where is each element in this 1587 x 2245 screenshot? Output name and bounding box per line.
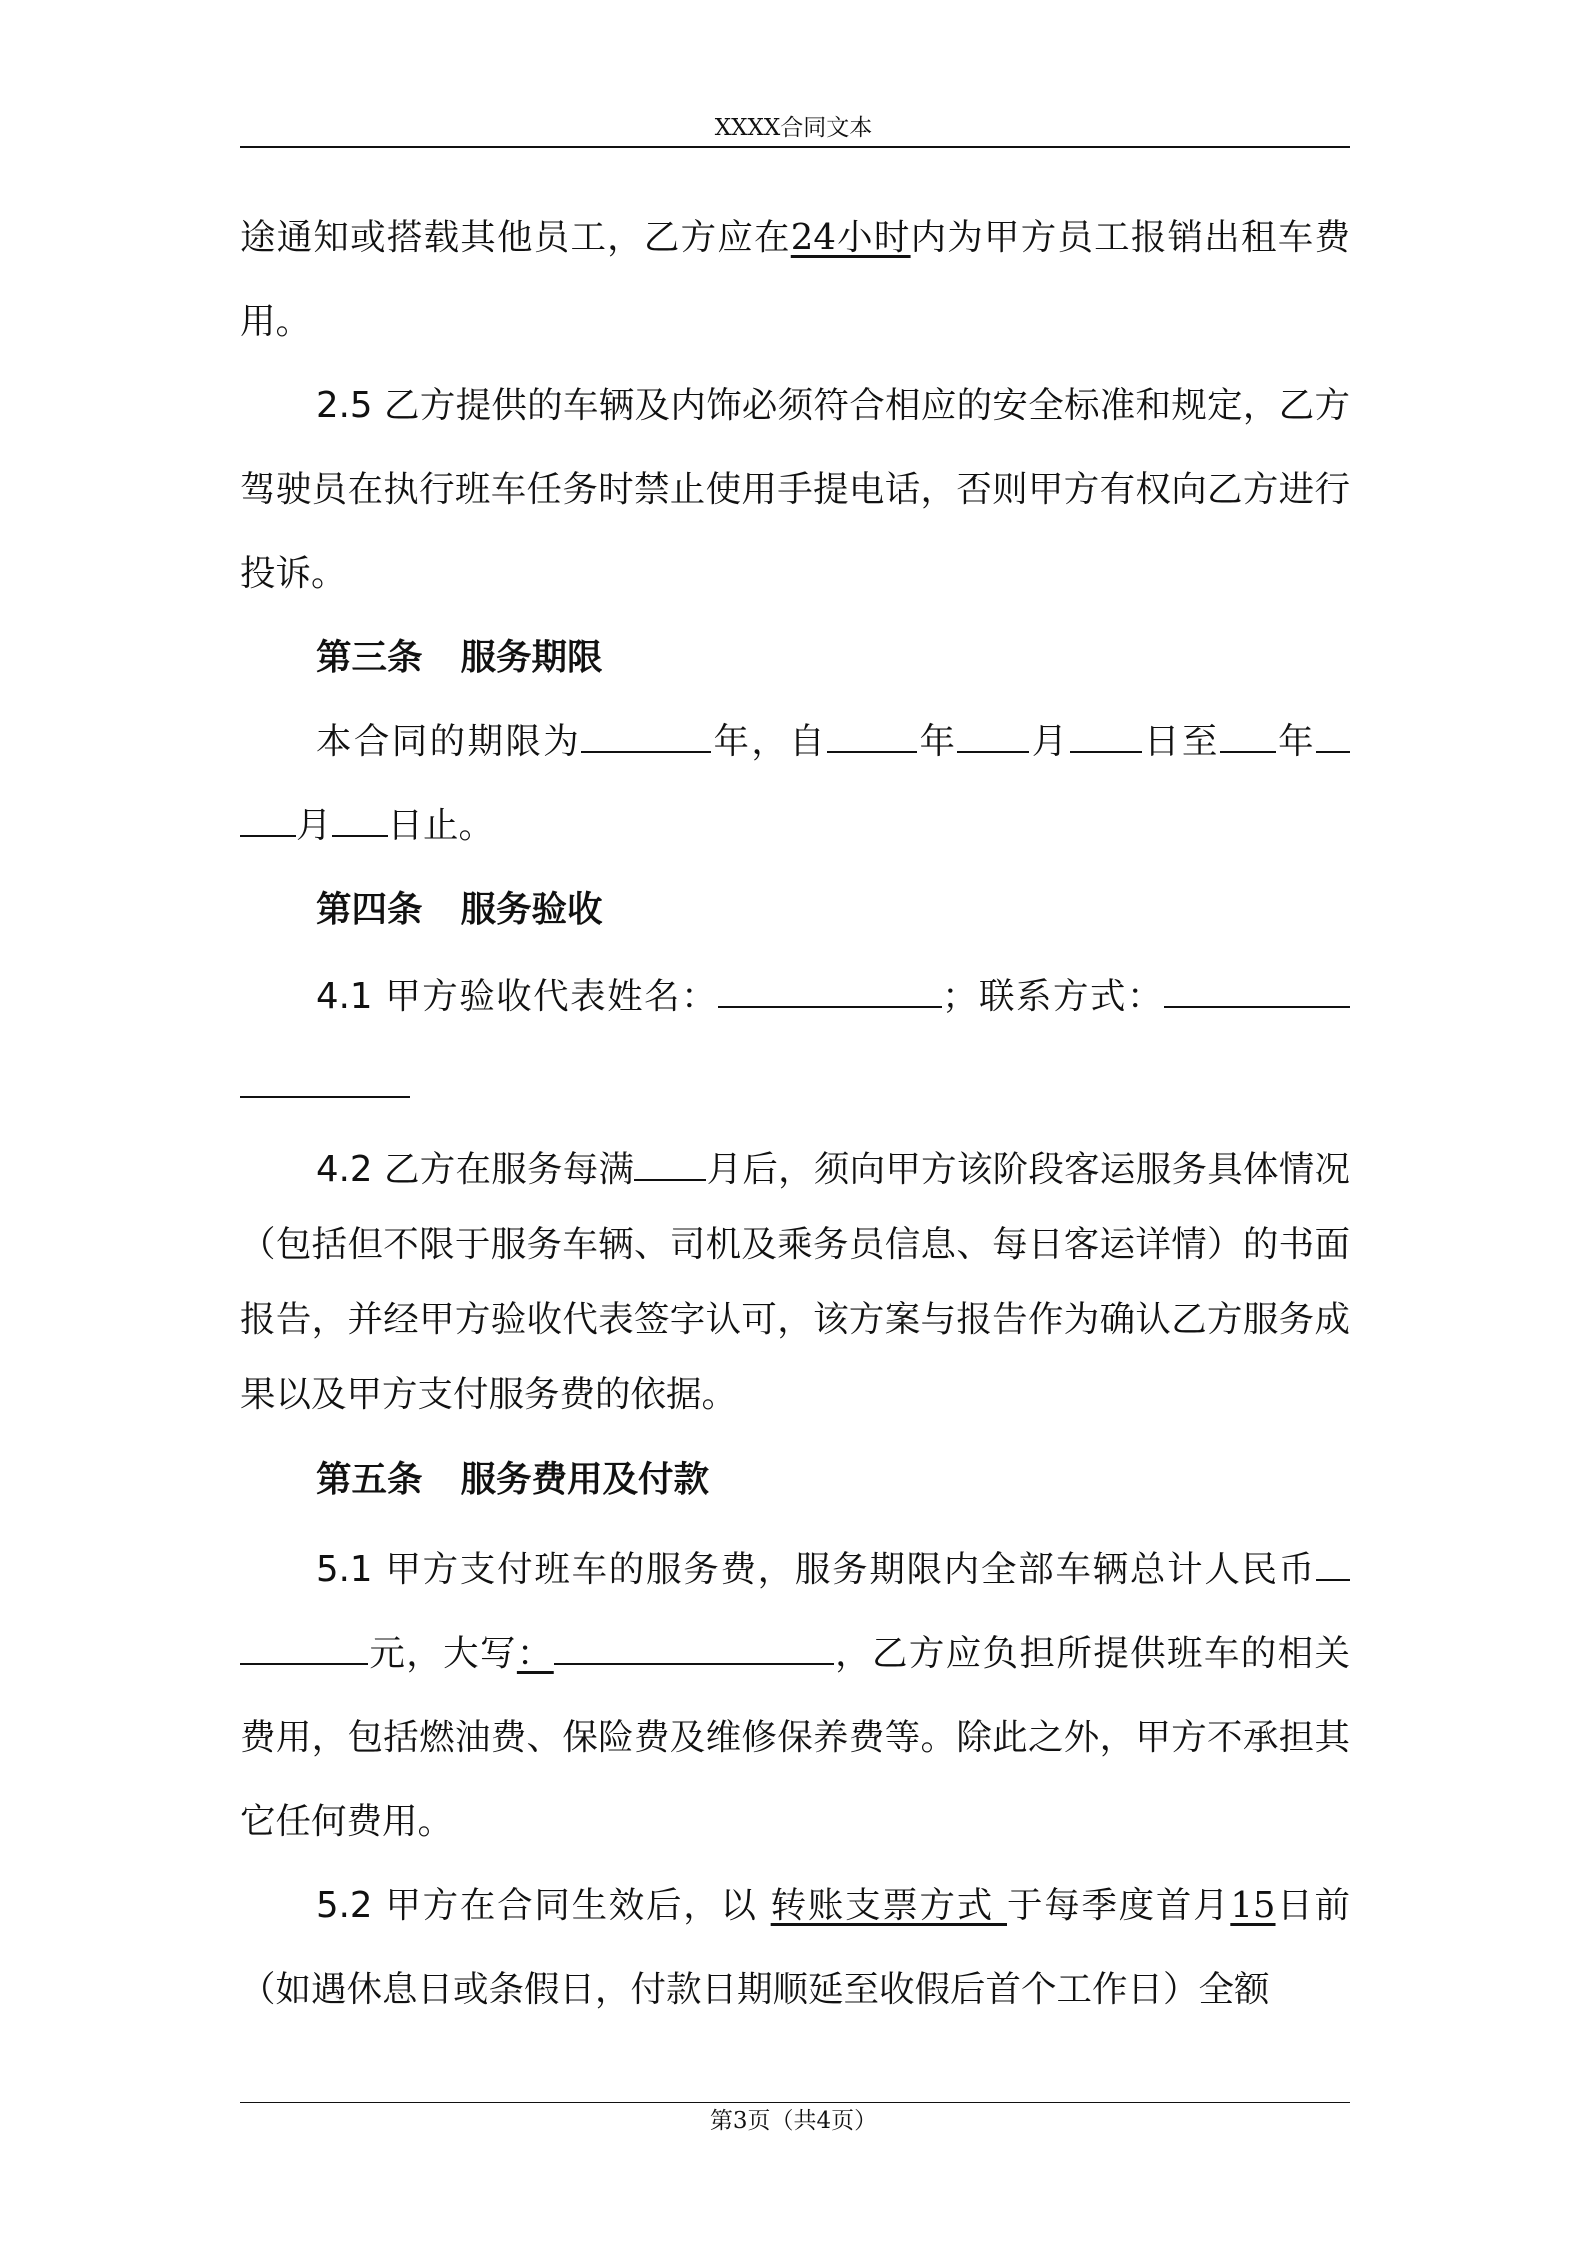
paragraph-service-term: 本合同的期限为 年，自 年 月 日至 年月 日止。 bbox=[240, 700, 1350, 868]
blank-contact-a[interactable] bbox=[1164, 972, 1350, 1008]
blank-end-month-a[interactable] bbox=[1316, 717, 1350, 753]
page-number: 第3页（共4页） bbox=[709, 2108, 878, 2134]
article-3-heading: 第三条 服务期限 bbox=[316, 637, 603, 678]
paragraph-2-5: 2.5 乙方提供的车辆及内饰必须符合相应的安全标准和规定，乙方驾驶员在执行班车任务时禁止使用手提电话，否则甲方有权向乙方进行投诉。 bbox=[240, 385, 1350, 594]
paragraph-4-2: 4.2 乙方在服务每满 月后，须向甲方该阶段客运服务具体情况（包括但不限于服务车辆、司机及乘务员信息、每日客运详情）的书面报告，并经甲方验收代表签字认可，该方案与报告作为确认乙方服务成果以及甲方支付服务费的依据。 bbox=[240, 1132, 1350, 1432]
blank-report-months[interactable] bbox=[634, 1145, 706, 1181]
blank-term-years[interactable] bbox=[581, 717, 711, 753]
blank-start-day[interactable] bbox=[1070, 717, 1142, 753]
paragraph-5-1: 5.1 甲方支付班车的服务费，服务期限内全部车辆总计人民币元，大写： ，乙方应负担所提供班车的相关费用，包括燃油费、保险费及维修保养费等。除此之外，甲方不承担其它任何费用。 bbox=[240, 1528, 1350, 1864]
blank-inspector-name[interactable] bbox=[718, 972, 942, 1008]
underlined-payment-day: 15 bbox=[1230, 1885, 1276, 1926]
underlined-hours: 24小时 bbox=[790, 217, 911, 258]
blank-amount-b[interactable] bbox=[240, 1629, 368, 1665]
header-divider bbox=[240, 146, 1350, 148]
article-4-heading: 第四条 服务验收 bbox=[316, 889, 603, 930]
paragraph-4-1: 4.1 甲方验收代表姓名： ；联系方式： bbox=[240, 952, 1350, 1132]
article-5-heading: 第五条 服务费用及付款 bbox=[316, 1459, 710, 1500]
paragraph-2-4-continued: 途通知或搭载其他员工，乙方应在24小时内为甲方员工报销出租车费用。 bbox=[240, 217, 1350, 342]
blank-start-year[interactable] bbox=[827, 717, 917, 753]
underlined-payment-method: 转账支票方式 bbox=[770, 1885, 1007, 1926]
blank-contact-b[interactable] bbox=[240, 1062, 410, 1098]
footer-divider bbox=[240, 2102, 1350, 2103]
paragraph-5-2: 5.2 甲方在合同生效后，以 转账支票方式 于每季度首月15日前（如遇休息日或条假日，付款日期顺延至收假后首个工作日）全额 bbox=[240, 1885, 1350, 2010]
blank-start-month[interactable] bbox=[957, 717, 1029, 753]
contract-body bbox=[240, 196, 1350, 2032]
blank-amount-a[interactable] bbox=[1316, 1545, 1350, 1581]
blank-end-month-b[interactable] bbox=[240, 801, 296, 837]
page-header-title: XXXX合同文本 bbox=[714, 115, 873, 141]
blank-amount-in-words[interactable] bbox=[554, 1629, 834, 1665]
blank-end-year[interactable] bbox=[1220, 717, 1276, 753]
blank-end-day[interactable] bbox=[332, 801, 388, 837]
